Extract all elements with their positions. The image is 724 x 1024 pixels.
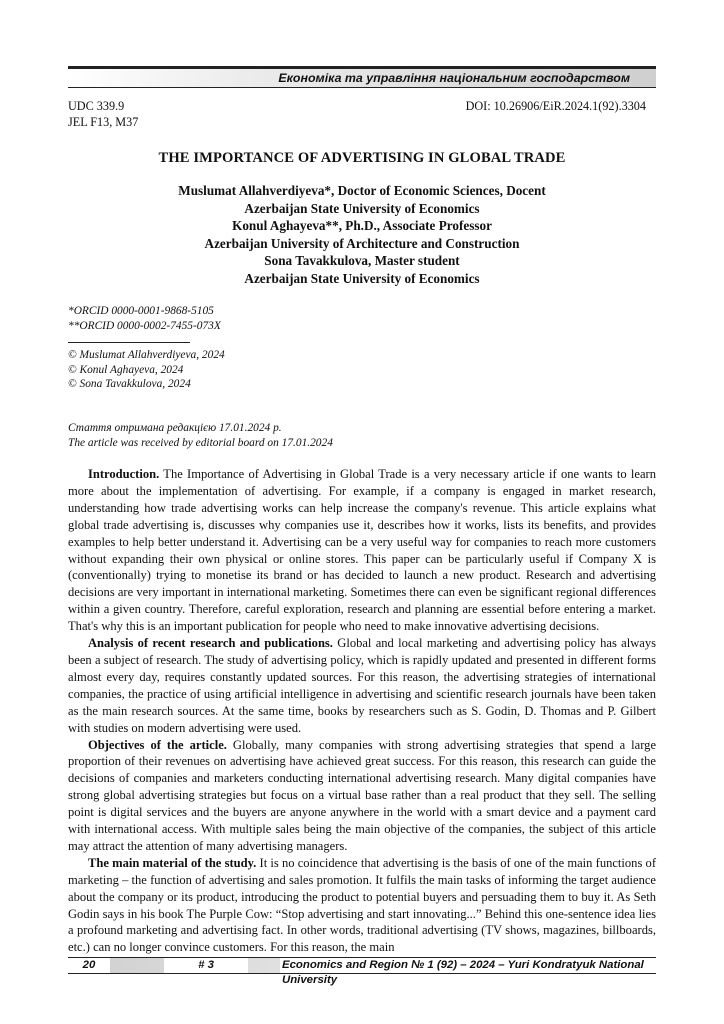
section-text: The Importance of Advertising in Global Trade is a very necessary article if one wants to learn more about the implementation of advertising. For example, if a company is engaged in market research, understanding how trade advertising works can help increase the company's revenue. This article explains what global trade advertising is, discusses why companies use it, describes how it works, lists its benefits, and provides examples to help better understand it. Advertising can be a very useful way for companies to reach more customers without expanding their own physical or online stores. This paper can be particularly useful if Company X is (conventionally) trying to monetise its brand or has decided to launch a new product. Research and advertising decisions are very important in international marketing. Sometimes there can even be significant regional differences within a given country. Therefore, careful exploration, research and planning are essential before entering a market. That's why this is an important publication for people who need to make innovative advertising decisions.: [68, 467, 656, 634]
received-ua: Стаття отримана редакцією 17.01.2024 р.: [68, 422, 282, 434]
author-1: Muslumat Allahverdiyeva*, Doctor of Economic Sciences, Docent: [178, 183, 546, 198]
footer-journal-title: Economics and Region № 1 (92) – 2024 – Yuri Kondratyuk National University: [280, 958, 658, 973]
footnote-divider: [68, 342, 190, 343]
section-objectives: [68, 737, 656, 855]
running-header: [68, 66, 656, 88]
running-footer: [68, 957, 656, 986]
copyright-list: [68, 348, 225, 392]
journal-header-title: Економіка та управління національним господарством: [68, 69, 656, 88]
affiliation-1: Azerbaijan State University of Economics: [244, 200, 480, 216]
section-heading: Introduction.: [88, 467, 160, 481]
copyright-2: © Konul Aghayeva, 2024: [68, 363, 184, 376]
author-3: Sona Tavakkulova, Master student: [264, 253, 460, 268]
copyright-3: © Sona Tavakkulova, 2024: [68, 378, 191, 390]
jel-code: JEL F13, M37: [68, 115, 139, 129]
affiliation-3: Azerbaijan State University of Economics: [244, 270, 480, 286]
author-block: [68, 182, 656, 287]
section-heading: The main material of the study.: [88, 855, 257, 870]
orcid-1[interactable]: *ORCID 0000-0001-9868-5105: [68, 305, 214, 317]
article-title: THE IMPORTANCE OF ADVERTISING IN GLOBAL TRADE: [158, 150, 566, 166]
doi[interactable]: DOI: 10.26906/EiR.2024.1(92).3304: [465, 99, 646, 113]
section-text: Global and local marketing and advertising policy has always been a subject of research. The study of advertising policy, which is rapidly updated and presented in different forms almost every day, requires constantly updated sources. For this reason, the advertising strategies of international companies, the practice of using artificial intelligence in advertising and scientific research journals have been taken as the main research sources. At the same time, books by researchers such as S. Godin, D. Thomas and P. Gilbert with studies on modern advertising were used.: [68, 636, 657, 735]
page-number: 20: [68, 958, 110, 973]
section-introduction: [68, 466, 656, 635]
issue-number: # 3: [164, 958, 248, 973]
received-note: [68, 421, 333, 450]
section-text: Globally, many companies with strong advertising strategies that spend a large proportion of their revenues on advertising have achieved great success. For this reason, this research can guide the decisions of companies and marketers conducting international advertising research. Many digital companies have strong global advertising strategies but focus on a virtual base rather than a real product that they sell. The selling point is digital services and the buyers are anyone anywhere in the world with a smart device and a payment card with international access. With multiple sales being the main objective of the companies, the subject of this article may attract the attention of many advertising managers.: [68, 737, 657, 853]
section-text: It is no coincidence that advertising is the basis of one of the main functions of marketing – the function of advertising and sales promotion. It fulfils the main tasks of informing the target audience about the company or its product, introducing the product to potential buyers and persuading them to buy it. As Seth Godin says in his book The Purple Cow: “Stop advertising and start innovating...” Behind this one-sentence idea lies a profound marketing and advertising fact. In other words, traditional advertising (TV shows, magazines, billboards, etc.) can no longer convince customers. For this reason, the main: [68, 855, 656, 955]
section-analysis: [68, 635, 656, 736]
received-en: The article was received by editorial board on 17.01.2024: [68, 436, 333, 449]
section-heading: Objectives of the article.: [88, 737, 227, 752]
affiliation-2: Azerbaijan University of Architecture and Construction: [204, 235, 520, 251]
orcid-list: [68, 304, 221, 333]
section-main-material: [68, 855, 656, 956]
classification-codes: [68, 98, 138, 130]
section-heading: Analysis of recent research and publications.: [88, 636, 333, 651]
copyright-1: © Muslumat Allahverdiyeva, 2024: [68, 349, 225, 361]
footer-band: [68, 957, 656, 986]
udc-code: UDC 339.9: [68, 99, 125, 113]
article-body: [68, 466, 656, 956]
author-2: Konul Aghayeva**, Ph.D., Associate Professor: [232, 218, 492, 233]
orcid-2[interactable]: **ORCID 0000-0002-7455-073X: [68, 319, 221, 332]
